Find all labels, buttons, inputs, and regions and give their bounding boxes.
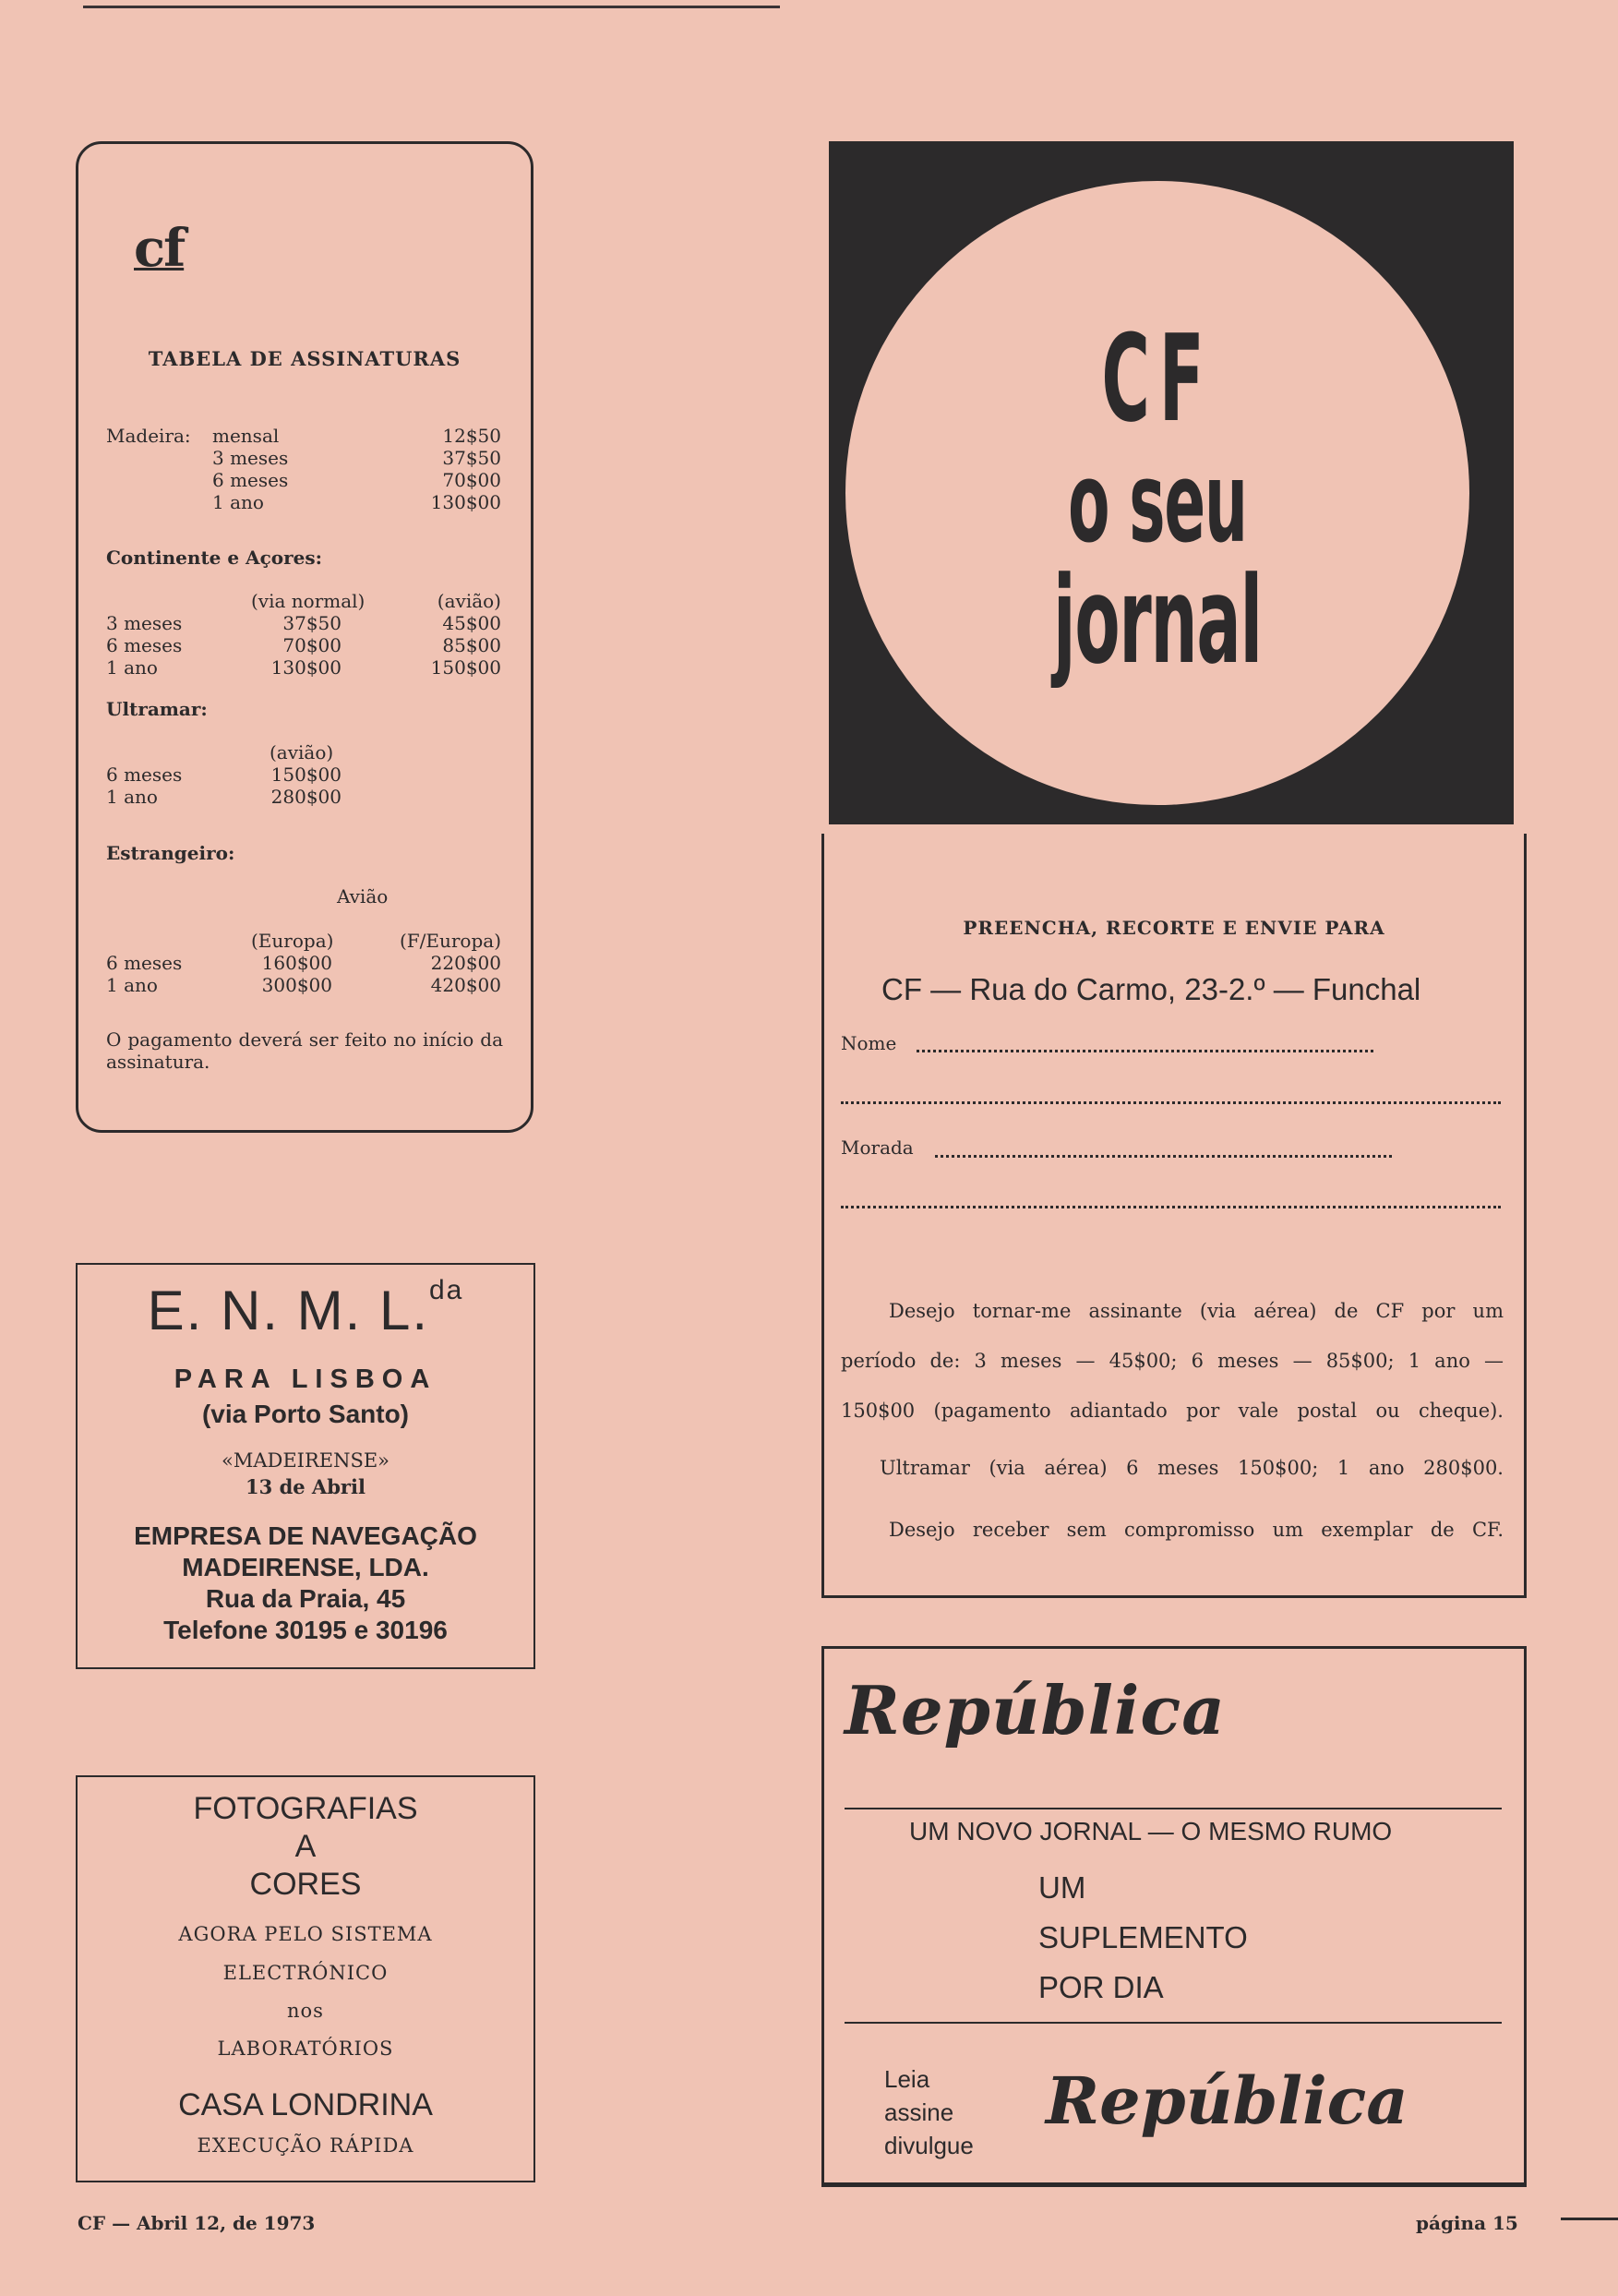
enml-company-line: MADEIRENSE, LDA. xyxy=(182,1553,429,1581)
republica-supplement-line: SUPLEMENTO xyxy=(1038,1920,1248,1954)
continente-aviao-price: 85$00 xyxy=(442,634,501,656)
republica-supplement xyxy=(1038,1863,1248,2013)
continente-aviao-price: 45$00 xyxy=(442,612,501,634)
cf-promo-block xyxy=(829,141,1514,824)
foto-line: ELECTRÓNICO xyxy=(222,1962,389,1984)
estrangeiro-fora-price: 420$00 xyxy=(430,974,501,996)
foto-headline-line: A xyxy=(294,1829,317,1864)
subscription-order-form xyxy=(821,834,1527,1598)
madeira-period: mensal xyxy=(212,425,280,447)
edge-mark xyxy=(1561,2218,1618,2220)
republica-tagline: UM NOVO JORNAL — O MESMO RUMO xyxy=(909,1817,1393,1845)
estrangeiro-europa-price: 300$00 xyxy=(261,974,332,996)
foto-tagline: EXECUÇÃO RÁPIDA xyxy=(197,2134,414,2157)
address-field[interactable] xyxy=(935,1155,1392,1158)
form-paragraph-line: Desejo tornar-me assinante (via aérea) de CF por um xyxy=(889,1300,1504,1322)
foto-headline xyxy=(78,1790,533,1904)
continente-col-normal: (via normal) xyxy=(251,590,366,612)
enml-company-line: EMPRESA DE NAVEGAÇÃO xyxy=(134,1521,477,1550)
republica-call-to-action xyxy=(884,2062,974,2162)
foto-headline-line: CORES xyxy=(249,1867,362,1902)
continente-label: Continente e Açores: xyxy=(106,547,322,569)
ultramar-label: Ultramar: xyxy=(106,698,208,720)
madeira-period: 3 meses xyxy=(212,447,289,469)
continente-normal-price: 130$00 xyxy=(270,656,342,679)
address-field-continuation[interactable] xyxy=(841,1206,1501,1208)
ultramar-price: 150$00 xyxy=(270,763,342,786)
foto-line: LABORATÓRIOS xyxy=(217,2038,394,2060)
foto-line: nos xyxy=(287,2000,324,2022)
estrangeiro-label: Estrangeiro: xyxy=(106,842,235,864)
republica-logo-small: República xyxy=(1046,2062,1408,2139)
form-sample-request: Desejo receber sem compromisso um exemplar de CF. xyxy=(889,1519,1504,1541)
form-address: CF — Rua do Carmo, 23-2.º — Funchal xyxy=(881,972,1421,1006)
continente-normal-price: 37$50 xyxy=(282,612,342,634)
republica-supplement-line: UM xyxy=(1038,1870,1086,1905)
divider xyxy=(845,2022,1502,2024)
continente-period: 1 ano xyxy=(106,656,158,679)
name-field-continuation[interactable] xyxy=(841,1101,1501,1104)
ultramar-price: 280$00 xyxy=(270,786,342,808)
photo-lab-ad xyxy=(76,1775,535,2182)
enml-ship: «MADEIRENSE» xyxy=(221,1449,390,1472)
madeira-price: 37$50 xyxy=(442,447,501,469)
name-field-label: Nome xyxy=(841,1032,897,1054)
cta-line: assine xyxy=(884,2098,954,2126)
estrangeiro-col-europa: (Europa) xyxy=(251,930,334,952)
continente-col-aviao: (avião) xyxy=(437,590,501,612)
cf-promo-line: CF xyxy=(1101,308,1214,449)
continente-aviao-price: 150$00 xyxy=(430,656,501,679)
estrangeiro-europa-price: 160$00 xyxy=(261,952,332,974)
estrangeiro-period: 1 ano xyxy=(106,974,158,996)
top-rule xyxy=(83,6,780,8)
form-paragraph-line: período de: 3 meses — 45$00; 6 meses — 85$00; 1 ano — xyxy=(841,1350,1504,1372)
cf-logo: cf xyxy=(134,218,185,279)
republica-supplement-line: POR DIA xyxy=(1038,1970,1164,2004)
enml-date: 13 de Abril xyxy=(246,1475,366,1498)
madeira-price: 12$50 xyxy=(442,425,501,447)
subscription-table-box xyxy=(76,141,533,1133)
estrangeiro-heading: Avião xyxy=(337,885,389,908)
republica-logo: República xyxy=(845,1671,1226,1749)
continente-period: 3 meses xyxy=(106,612,183,634)
enml-phone: Telefone 30195 e 30196 xyxy=(163,1616,448,1644)
foto-business-name: CASA LONDRINA xyxy=(178,2087,433,2122)
enml-company xyxy=(78,1521,533,1646)
address-field-label: Morada xyxy=(841,1136,914,1159)
madeira-period: 1 ano xyxy=(212,491,264,513)
continente-period: 6 meses xyxy=(106,634,183,656)
ultramar-col-aviao: (avião) xyxy=(270,741,334,763)
form-heading: PREENCHA, RECORTE E ENVIE PARA xyxy=(963,917,1385,939)
estrangeiro-col-fora: (F/Europa) xyxy=(399,930,501,952)
enml-route: (via Porto Santo) xyxy=(201,1400,409,1428)
ultramar-period: 6 meses xyxy=(106,763,183,786)
enml-street: Rua da Praia, 45 xyxy=(205,1584,406,1613)
cf-promo-line: jornal xyxy=(1053,550,1262,691)
divider xyxy=(845,1808,1502,1809)
enml-name: E. N. M. L.$^{da}$ xyxy=(147,1275,464,1341)
enml-shipping-ad xyxy=(76,1263,535,1669)
ultramar-period: 1 ano xyxy=(106,786,158,808)
estrangeiro-period: 6 meses xyxy=(106,952,183,974)
subscription-table-title: TABELA DE ASSINATURAS xyxy=(148,347,461,370)
cta-line: divulgue xyxy=(884,2132,974,2159)
footer-page-number: página 15 xyxy=(1416,2212,1518,2234)
form-ultramar-line: Ultramar (via aérea) 6 meses 150$00; 1 ano 280$00. xyxy=(880,1457,1504,1479)
continente-normal-price: 70$00 xyxy=(282,634,342,656)
name-field[interactable] xyxy=(917,1050,1373,1052)
enml-destination: PARA LISBOA xyxy=(174,1364,437,1394)
republica-ad xyxy=(821,1646,1527,2187)
madeira-price: 130$00 xyxy=(430,491,501,513)
foto-headline-line: FOTOGRAFIAS xyxy=(193,1791,418,1826)
cf-promo-circle xyxy=(845,181,1469,805)
estrangeiro-fora-price: 220$00 xyxy=(430,952,501,974)
footer-issue-date: CF — Abril 12, de 1973 xyxy=(78,2212,316,2234)
madeira-period: 6 meses xyxy=(212,469,289,491)
madeira-label: Madeira: xyxy=(106,425,191,447)
foto-line: AGORA PELO SISTEMA xyxy=(178,1923,433,1945)
madeira-price: 70$00 xyxy=(442,469,501,491)
form-paragraph-line: 150$00 (pagamento adiantado por vale postal ou cheque). xyxy=(841,1400,1504,1422)
payment-note: O pagamento deverá ser feito no início da assinatura. xyxy=(106,1028,503,1073)
cta-line: Leia xyxy=(884,2065,930,2093)
cf-promo-line: o seu xyxy=(1068,439,1247,568)
